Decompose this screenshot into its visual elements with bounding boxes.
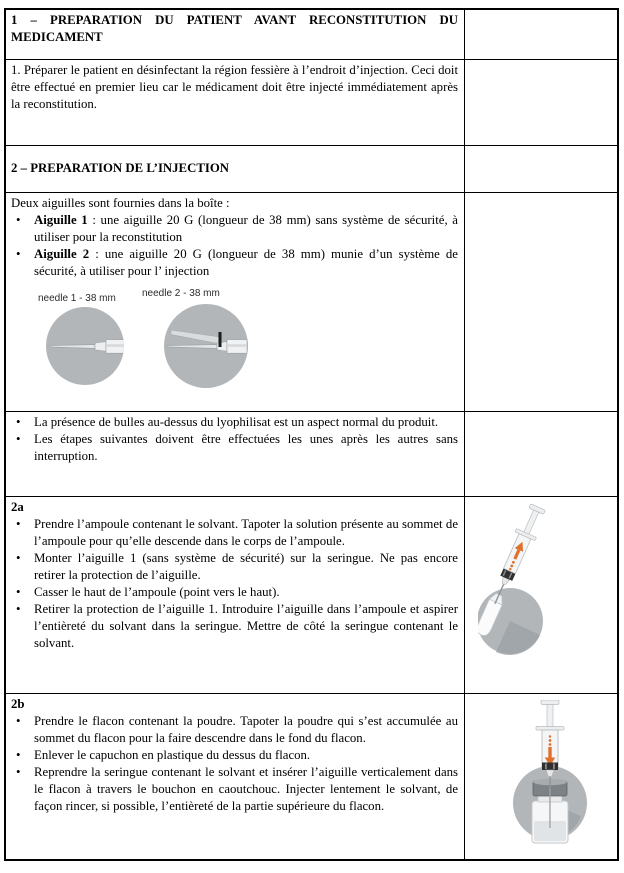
section1-step-cell xyxy=(6,60,465,145)
step2b-bullet xyxy=(11,764,458,815)
notes-cell xyxy=(6,412,465,496)
table-row xyxy=(6,496,617,693)
needle2-bullet-bold: Aiguille 2 xyxy=(34,247,90,261)
empty-cell xyxy=(465,146,617,192)
step2a-bullet xyxy=(11,550,458,584)
syringe-vial-icon xyxy=(501,700,597,850)
empty-cell xyxy=(465,193,617,411)
needle-1-icon xyxy=(45,306,125,386)
step2b-bullet-text: Enlever le capuchon en plastique du dessus du flacon. xyxy=(34,748,311,762)
bullet-dot-icon: • xyxy=(16,585,21,599)
bullet-dot-icon: • xyxy=(16,714,21,728)
note1-text: La présence de bulles au-dessus du lyophilisat est un aspect normal du produit. xyxy=(34,415,439,429)
step2b-figure-cell xyxy=(465,694,617,859)
step2a-bullet-text: Retirer la protection de l’aiguille 1. Introduire l’aiguille dans l’ampoule et aspirer l’entièreté du solvant dans la seringue. Mettre de côté la seringue contenant le solvant. xyxy=(34,602,458,650)
needle1-bullet xyxy=(11,212,458,246)
step2a-bullet-text: Prendre l’ampoule contenant le solvant. Tapoter la solution présente au sommet de l’ampoule pour qu’elle descende dans le corps de l’ampoule. xyxy=(34,517,458,548)
bullet-dot-icon: • xyxy=(16,415,21,429)
bullet-dot-icon: • xyxy=(16,551,21,565)
bullet-dot-icon: • xyxy=(16,748,21,762)
bullet-dot-icon: • xyxy=(16,765,21,779)
bullet-dot-icon: • xyxy=(16,602,21,616)
step2b-bullet xyxy=(11,747,458,764)
bullet-dot-icon: • xyxy=(16,247,21,261)
step2a-label: 2a xyxy=(11,500,24,514)
needles-figure xyxy=(11,282,458,392)
note-bullet xyxy=(11,431,458,465)
table-row xyxy=(6,10,617,59)
step2b-bullet-text: Prendre le flacon contenant la poudre. Tapoter la poudre qui s’est accumulée au sommet du flacon pour la faire descendre dans le fond du flacon. xyxy=(34,714,458,745)
table-row xyxy=(6,145,617,192)
section1-heading-cell xyxy=(6,10,465,59)
needle1-bullet-bold: Aiguille 1 xyxy=(34,213,88,227)
instructions-table xyxy=(4,8,619,861)
section2-heading: 2 – PREPARATION DE L’INJECTION xyxy=(11,161,230,175)
needle2-figure-label: needle 2 - 38 mm xyxy=(142,288,220,299)
step2a-figure-cell xyxy=(465,497,617,693)
needle2-bullet-text: : une aiguille 20 G (longueur de 38 mm) munie d’un système de sécurité, à utiliser pour l’ injection xyxy=(34,247,458,278)
step2a-bullet xyxy=(11,516,458,550)
needles-cell xyxy=(6,193,465,411)
step2a-bullet-text: Casser le haut de l’ampoule (point vers le haut). xyxy=(34,585,280,599)
empty-cell xyxy=(465,60,617,145)
step2a-bullet xyxy=(11,584,458,601)
section2-heading-cell xyxy=(6,146,465,192)
table-row xyxy=(6,192,617,411)
table-row xyxy=(6,693,617,859)
empty-cell xyxy=(465,10,617,59)
table-row xyxy=(6,59,617,145)
bullet-dot-icon: • xyxy=(16,432,21,446)
needle-2-icon xyxy=(163,303,249,389)
bullet-dot-icon: • xyxy=(16,213,21,227)
table-row xyxy=(6,411,617,496)
syringe-ampoule-icon xyxy=(478,503,573,665)
needle1-bullet-text: : une aiguille 20 G (longueur de 38 mm) sans système de sécurité, à utiliser pour la reconstitution xyxy=(34,213,458,244)
step2a-cell xyxy=(6,497,465,693)
needle2-bullet xyxy=(11,246,458,280)
step2b-label: 2b xyxy=(11,697,25,711)
step2a-bullet-text: Monter l’aiguille 1 (sans système de sécurité) sur la seringue. Ne pas encore retirer la protection de l’aiguille. xyxy=(34,551,458,582)
bullet-dot-icon: • xyxy=(16,517,21,531)
note-bullet xyxy=(11,414,458,431)
note2-text: Les étapes suivantes doivent être effectuées les unes après les autres sans interruption. xyxy=(34,432,458,463)
section1-heading: 1 – PREPARATION DU PATIENT AVANT RECONSTITUTION DU MEDICAMENT xyxy=(11,13,458,44)
needles-intro: Deux aiguilles sont fournies dans la boîte : xyxy=(11,196,230,210)
empty-cell xyxy=(465,412,617,496)
step2b-bullet-text: Reprendre la seringue contenant le solvant et insérer l’aiguille verticalement dans le flacon à travers le bouchon en caoutchouc. Injecter lentement le solvant, de façon rincer, si possible, l’entièreté de la partie supérieure du flacon. xyxy=(34,765,458,813)
section1-step-text: 1. Préparer le patient en désinfectant la région fessière à l’endroit d’injection. Ceci doit être effectué en premier lieu car le médicament doit être injecté immédiatement après la reconstitution. xyxy=(11,63,458,111)
step2b-cell xyxy=(6,694,465,859)
needle1-figure-label: needle 1 - 38 mm xyxy=(38,293,116,304)
step2a-bullet xyxy=(11,601,458,652)
step2b-bullet xyxy=(11,713,458,747)
